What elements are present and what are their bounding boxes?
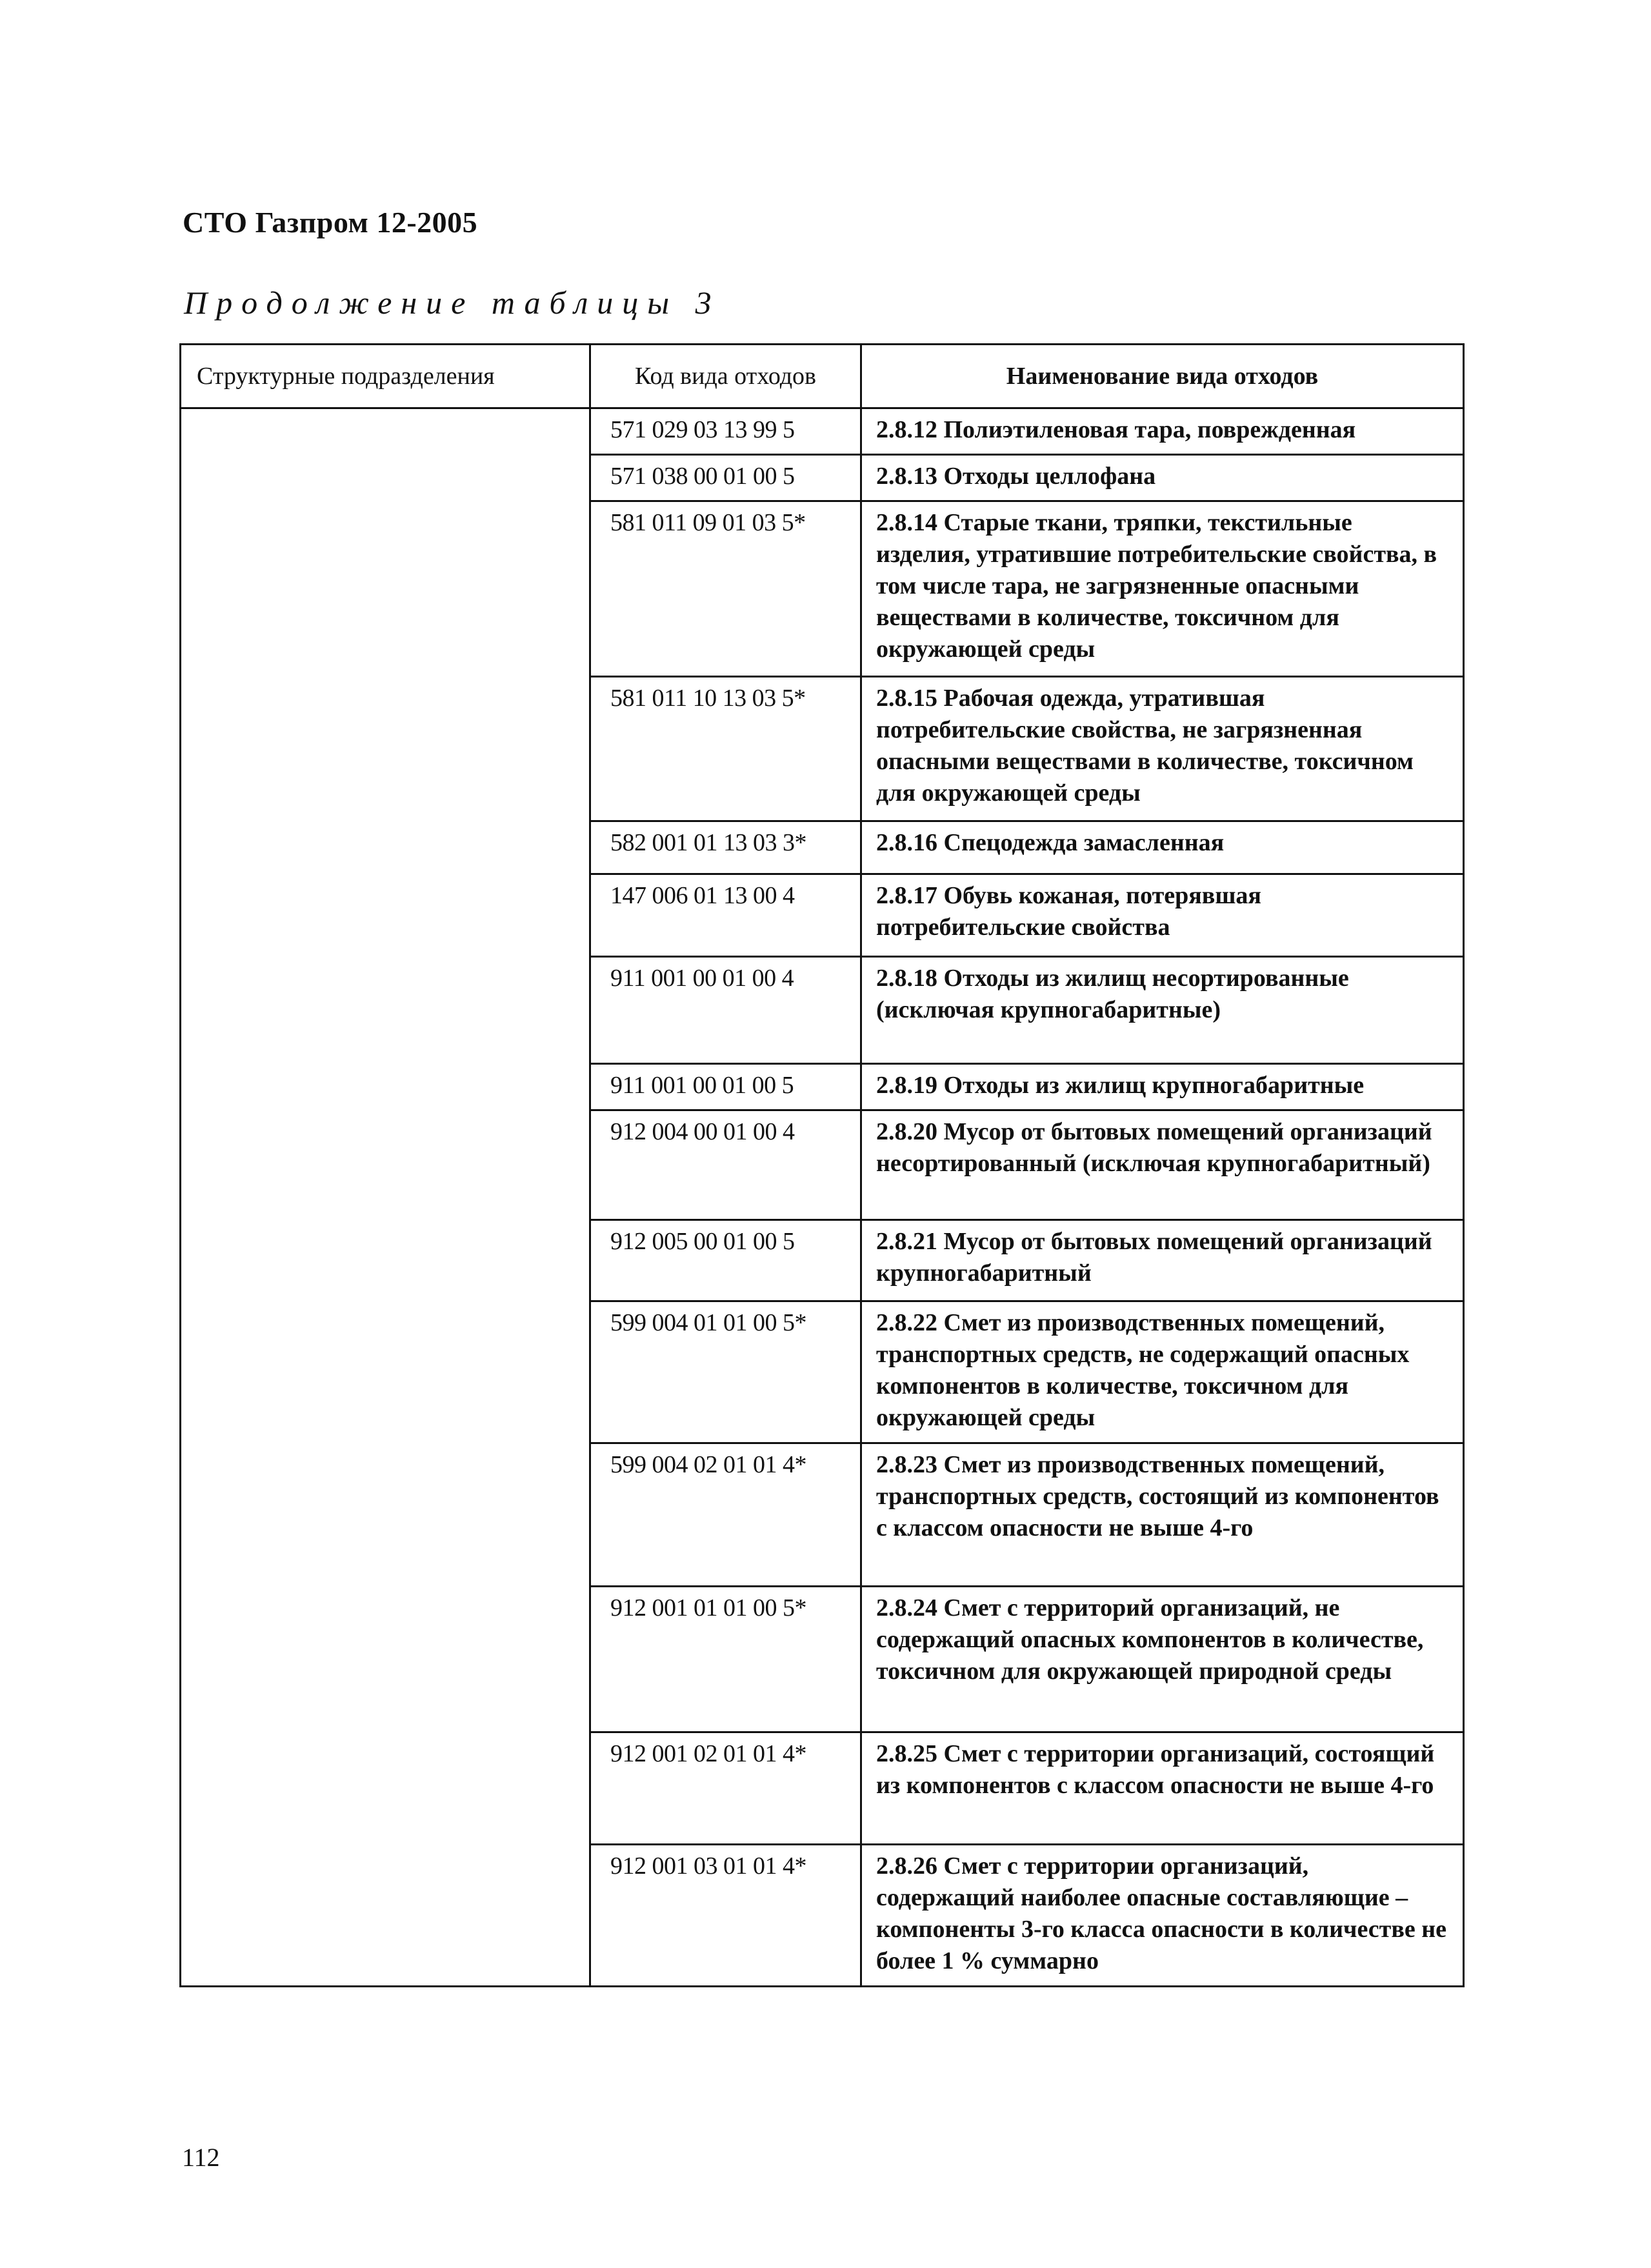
waste-code-cell: 912 004 00 01 00 4 xyxy=(590,1110,861,1220)
header-structural-units: Структурные подразделения xyxy=(181,345,590,408)
table-row xyxy=(181,408,1464,455)
waste-code-cell: 581 011 09 01 03 5* xyxy=(590,501,861,677)
waste-name-cell: 2.8.16 Спецодежда замасленная xyxy=(861,821,1464,874)
waste-name-cell: 2.8.24 Смет с территорий организаций, не содержащий опасных компонентов в количестве, токсичном для окружающей природной среды xyxy=(861,1587,1464,1732)
header-waste-code: Код вида отходов xyxy=(590,345,861,408)
waste-name-cell: 2.8.15 Рабочая одежда, утратившая потребительские свойства, не загрязненная опасными веществами в количестве, токсичном для окружающей среды xyxy=(861,677,1464,821)
waste-name-cell: 2.8.19 Отходы из жилищ крупногабаритные xyxy=(861,1064,1464,1110)
waste-code-cell: 582 001 01 13 03 3* xyxy=(590,821,861,874)
waste-name-cell: 2.8.21 Мусор от бытовых помещений организаций крупногабаритный xyxy=(861,1220,1464,1301)
waste-code-cell: 581 011 10 13 03 5* xyxy=(590,677,861,821)
waste-table xyxy=(179,343,1465,1987)
waste-code-cell: 912 001 03 01 01 4* xyxy=(590,1845,861,1987)
waste-name-cell: 2.8.18 Отходы из жилищ несортированные (исключая крупногабаритные) xyxy=(861,957,1464,1064)
header-waste-name: Наименование вида отходов xyxy=(861,345,1464,408)
page-header: СТО Газпром 12-2005 xyxy=(183,206,478,239)
waste-code-cell: 912 001 01 01 00 5* xyxy=(590,1587,861,1732)
waste-name-cell: 2.8.25 Смет с территории организаций, состоящий из компонентов с классом опасности не выше 4-го xyxy=(861,1732,1464,1845)
waste-code-cell: 571 038 00 01 00 5 xyxy=(590,455,861,501)
waste-name-cell: 2.8.17 Обувь кожаная, потерявшая потребительские свойства xyxy=(861,874,1464,957)
waste-name-cell: 2.8.13 Отходы целлофана xyxy=(861,455,1464,501)
table-continuation-label: Продолжение таблицы 3 xyxy=(184,285,721,321)
waste-name-cell: 2.8.23 Смет из производственных помещений, транспортных средств, состоящий из компонентов с классом опасности не выше 4-го xyxy=(861,1443,1464,1587)
waste-code-cell: 912 001 02 01 01 4* xyxy=(590,1732,861,1845)
waste-code-cell: 147 006 01 13 00 4 xyxy=(590,874,861,957)
waste-name-cell: 2.8.26 Смет с территории организаций, содержащий наиболее опасные составляющие – компоненты 3-го класса опасности в количестве не более 1 % суммарно xyxy=(861,1845,1464,1987)
table-header-row xyxy=(181,345,1464,408)
waste-name-cell: 2.8.20 Мусор от бытовых помещений организаций несортированный (исключая крупногабаритный) xyxy=(861,1110,1464,1220)
structural-units-cell xyxy=(181,408,590,1987)
waste-code-cell: 599 004 02 01 01 4* xyxy=(590,1443,861,1587)
waste-code-cell: 571 029 03 13 99 5 xyxy=(590,408,861,455)
waste-code-cell: 911 001 00 01 00 4 xyxy=(590,957,861,1064)
waste-name-cell: 2.8.14 Старые ткани, тряпки, текстильные изделия, утратившие потребительские свойства, в том числе тара, не загрязненные опасными веществами в количестве, токсичном для окружающей среды xyxy=(861,501,1464,677)
waste-name-cell: 2.8.22 Смет из производственных помещений, транспортных средств, не содержащий опасных компонентов в количестве, токсичном для окружающей среды xyxy=(861,1301,1464,1443)
waste-name-cell: 2.8.12 Полиэтиленовая тара, поврежденная xyxy=(861,408,1464,455)
page-number: 112 xyxy=(182,2143,220,2172)
waste-code-cell: 911 001 00 01 00 5 xyxy=(590,1064,861,1110)
waste-code-cell: 912 005 00 01 00 5 xyxy=(590,1220,861,1301)
waste-code-cell: 599 004 01 01 00 5* xyxy=(590,1301,861,1443)
